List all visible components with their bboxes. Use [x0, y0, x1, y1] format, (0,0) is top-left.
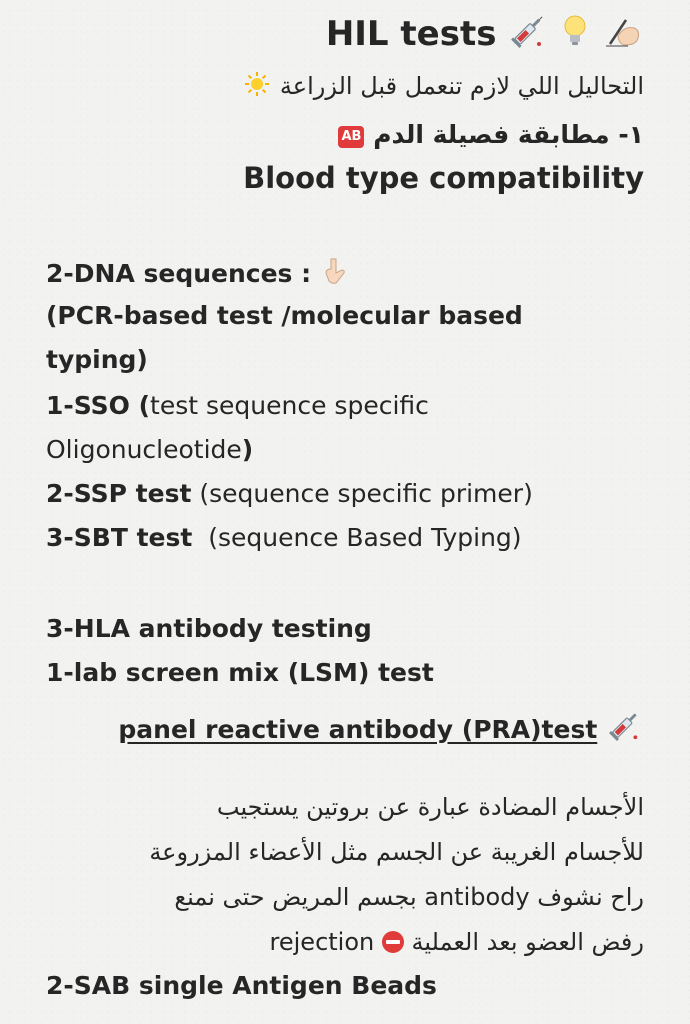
section1-heading-ar-row [338, 120, 644, 150]
sso-label: 1-SSO ( [46, 391, 151, 420]
sso-desc-line2: Oligonucleotide [46, 435, 242, 464]
syringe-icon [510, 14, 546, 48]
intro-line [242, 71, 644, 101]
sso-close: ) [241, 435, 254, 464]
method-line1: (PCR-based test /molecular based [46, 301, 523, 330]
desc-line4-ar: رفض العضو بعد العملية [411, 928, 644, 956]
page-title-row [326, 14, 644, 54]
sso-line [46, 391, 429, 421]
desc-line4 [270, 927, 644, 957]
pointing-down-icon [322, 257, 348, 285]
sso-line2 [46, 435, 253, 465]
sab-line: 2-SAB single Antigen Beads [46, 971, 437, 1000]
ssp-desc: (sequence specific primer) [191, 479, 533, 508]
sbt-line [46, 523, 522, 553]
page-title: HIL tests [325, 14, 497, 54]
section2-heading: 2-DNA sequences : [46, 259, 312, 288]
pra-line [118, 709, 644, 745]
ab-blood-type-badge: AB [338, 126, 364, 148]
no-entry-icon [382, 931, 404, 953]
section3-heading: 3-HLA antibody testing [46, 614, 372, 643]
desc-line2: للأجسام الغريبة عن الجسم مثل الأعضاء المزروعة [149, 838, 644, 866]
light-bulb-icon [562, 14, 588, 48]
rejection-word: rejection [269, 928, 375, 956]
sbt-desc: (sequence Based Typing) [192, 523, 522, 552]
sso-desc: test sequence specific [150, 391, 429, 420]
ssp-line [46, 479, 533, 509]
writing-hand-icon [604, 14, 642, 48]
section1-heading-ar: ١- مطابقة فصيلة الدم [373, 120, 644, 149]
sbt-label: 3-SBT test [46, 523, 193, 552]
method-line2: typing) [46, 345, 148, 374]
pra-text: panel reactive antibody (PRA)test [118, 715, 598, 744]
section1-heading-en: Blood type compatibility [243, 161, 644, 195]
sun-icon [244, 71, 270, 97]
lsm-line: 1-lab screen mix (LSM) test [46, 658, 434, 687]
ssp-label: 2-SSP test [46, 479, 192, 508]
desc-line3: راح نشوف antibody بجسم المريض حتى نمنع [174, 883, 644, 911]
syringe-icon [608, 709, 642, 741]
intro-text: التحاليل اللي لازم تنعمل قبل الزراعة [279, 72, 644, 100]
section2-heading-row [46, 257, 350, 289]
desc-line1: الأجسام المضادة عبارة عن بروتين يستجيب [216, 793, 644, 821]
